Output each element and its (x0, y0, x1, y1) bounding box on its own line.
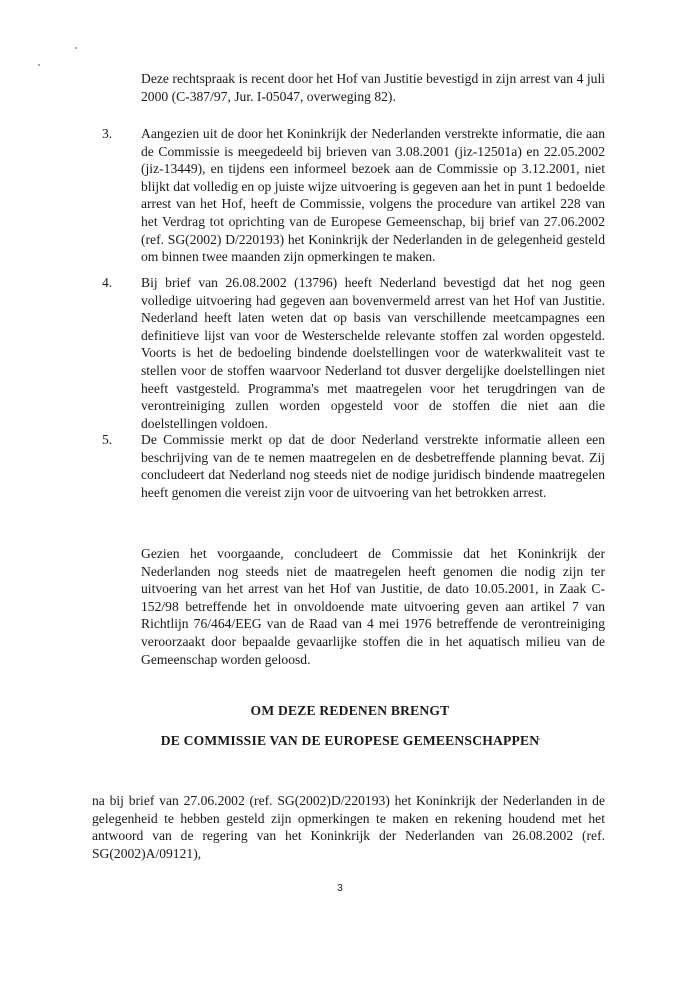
conclusion-paragraph: Gezien het voorgaande, concludeert de Commissie dat het Koninkrijk der Nederlanden nog steeds niet de maatregelen heeft genomen die nodig zijn ter uitvoering van het arrest van het Hof van Justitie, de dato 10.05.2001, in Zaak C-152/98 betreffende het in onvoldoende mate uitvoering geven aan artikel 7 van Richtlijn 76/464/EEG van de Raad van 4 mei 1976 betreffende de verontreiniging veroorzaakt door bepaalde gevaarlijke stoffen die in het aquatisch milieu van de Gemeenschap worden geloosd. (141, 546, 605, 667)
heading-commissie: DE COMMISSIE VAN DE EUROPESE GEMEENSCHAPPEN (160, 733, 540, 748)
item-text-3: Aangezien uit de door het Koninkrijk der Nederlanden verstrekte informatie, die aan de Commissie is meegedeeld bij brieven van 3.08.2001 (jiz-12501a) en 22.05.2002 (jiz-13449), en tijdens een informeel bezoek aan de Commissie op 3.12.2001, niet blijkt dat volledig en op juiste wijze uitvoering is gegeven aan het in punt 1 bedoelde arrest van het Hof, heeft de Commissie, volgens the procedure van artikel 228 van het Verdrag tot oprichting van de Europese Gemeenschap, bij brief van 27.06.2002 (ref. SG(2002) D/220193) het Koninkrijk der Nederlanden in de gelegenheid gesteld om binnen twee maanden zijn opmerkingen te maken. (141, 126, 605, 265)
intro-paragraph: Deze rechtspraak is recent door het Hof van Justitie bevestigd in zijn arrest van 4 juli 2000 (C-387/97, Jur. I-05047, overweging 82). (141, 71, 605, 104)
item-number-3: 3. (102, 126, 113, 141)
page-number: 3 (337, 883, 343, 894)
closing-paragraph: na bij brief van 27.06.2002 (ref. SG(2002)D/220193) het Koninkrijk der Nederlanden in de gelegenheid te hebben gesteld zijn opmerkingen te maken en rekening houdend met het antwoord van de regering van het Koninkrijk der Nederlanden van 26.08.2002 (ref. SG(2002)A/09121), (92, 793, 605, 861)
scan-speck (75, 47, 77, 49)
item-text-4: Bij brief van 26.08.2002 (13796) heeft Nederland bevestigd dat het nog geen volledige uitvoering had gegeven aan bovenvermeld arrest van het Hof van Justitie. Nederland heeft laten weten dat op basis van verschillende meetcampagnes een definitieve lijst van voor de Westerschelde relevante stoffen zal worden opgesteld. Voorts is het de bedoeling bindende doelstellingen voor de waterkwaliteit vast te stellen voor de stoffen waarvoor Nederland tot dusver dergelijke doelstellingen niet heeft vastgesteld. Programma's met maatregelen voor het terugdringen van de verontreiniging zullen worden opgesteld voor de stoffen die niet aan die doelstellingen voldoen. (141, 275, 605, 431)
scan-speck (38, 64, 40, 66)
item-text-5: De Commissie merkt op dat de door Nederland verstrekte informatie alleen een beschrijving van de te nemen maatregelen en de desbetreffende planning bevat. Zij concludeert dat Nederland nog steeds niet de nodige juridisch bindende maatregelen heeft genomen die vereist zijn voor de uitvoering van het betrokken arrest. (141, 432, 605, 500)
item-number-5: 5. (102, 432, 113, 447)
item-number-4: 4. (102, 275, 113, 290)
heading-om-deze-redenen: OM DEZE REDENEN BRENGT (250, 703, 450, 718)
